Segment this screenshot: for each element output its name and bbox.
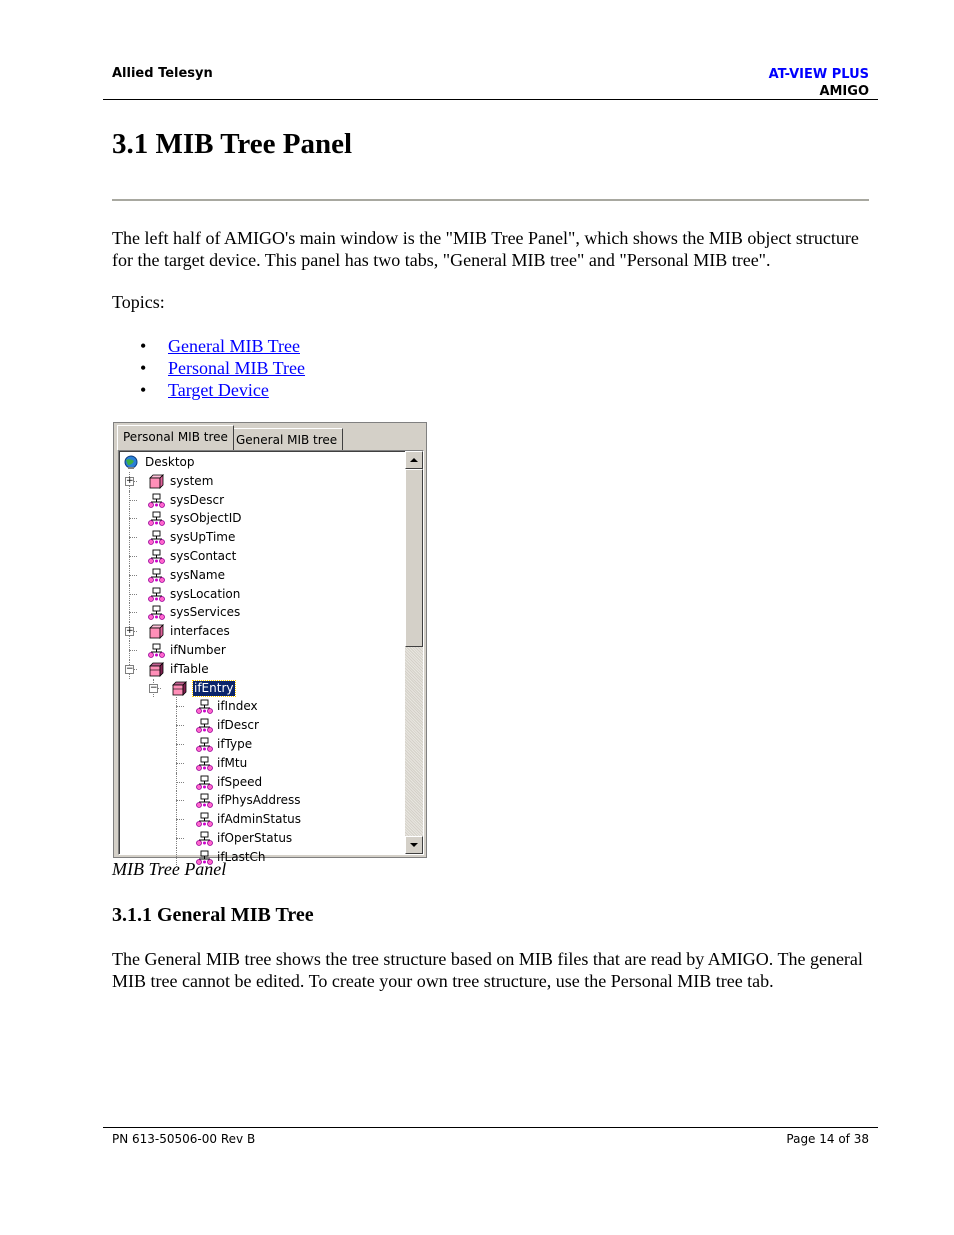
mib-tree-panel-screenshot [113, 422, 427, 864]
tree-connector [176, 725, 184, 726]
tree-node-label: sysUpTime [170, 530, 236, 545]
tree-node-sysName[interactable] [119, 566, 405, 585]
folder-cube-icon [147, 474, 165, 489]
footer-page-number: Page 14 of 38 [786, 1132, 869, 1146]
tree-node-label: ifIndex [217, 699, 258, 714]
tree-node-ifPhysAddress[interactable] [119, 791, 405, 810]
leaf-object-icon [147, 530, 165, 545]
vertical-scrollbar[interactable] [405, 451, 423, 854]
tree-node-ifOperStatus[interactable] [119, 829, 405, 848]
scroll-thumb[interactable] [405, 469, 423, 647]
tree-connector [129, 528, 130, 547]
tab-personal-mib-tree[interactable]: Personal MIB tree [117, 425, 234, 450]
tree-node-sysServices[interactable] [119, 603, 405, 622]
tree-connector [176, 838, 184, 839]
header-module-name: AMIGO [819, 84, 869, 99]
footer-part-number: PN 613-50506-00 Rev B [112, 1132, 256, 1146]
intro-paragraph: The left half of AMIGO's main window is the "MIB Tree Panel", which shows the MIB object structure for the target device. This panel has two tabs, "General MIB tree" and "Personal MIB tree". [112, 228, 859, 270]
expand-icon[interactable]: + [126, 626, 134, 637]
tree-connector [129, 566, 130, 585]
link-general-mib-tree[interactable]: General MIB Tree [168, 336, 300, 356]
tree-node-label: Desktop [145, 455, 195, 469]
tree-node-label: ifMtu [217, 755, 248, 770]
tree-connector [176, 857, 184, 858]
tree-node-ifEntry[interactable] [119, 679, 405, 698]
tree-node-sysUpTime[interactable] [119, 528, 405, 547]
tree-node-ifIndex[interactable] [119, 697, 405, 716]
arrow-down-icon [410, 843, 418, 847]
tree-node-label: sysServices [170, 605, 241, 620]
title-divider [112, 199, 869, 201]
tree-node-label: sysLocation [170, 586, 241, 601]
tree-connector [129, 500, 137, 501]
tree-connector [129, 556, 137, 557]
tree-node-label: ifTable [170, 661, 209, 676]
leaf-object-icon [147, 605, 165, 620]
tree-connector [176, 819, 184, 820]
leaf-object-icon [195, 775, 213, 790]
tree-node-label: interfaces [170, 624, 230, 639]
leaf-object-icon [195, 718, 213, 733]
tree-node-label: ifAdminStatus [217, 812, 302, 827]
section-title: 3.1.1 General MIB Tree [112, 904, 314, 926]
tree-connector [129, 603, 130, 622]
leaf-object-icon [147, 493, 165, 508]
tree-connector [176, 706, 184, 707]
leaf-object-icon [195, 737, 213, 752]
tree-node-ifNumber[interactable] [119, 641, 405, 660]
table-cube-icon [170, 681, 188, 696]
tree-connector [129, 547, 130, 566]
scroll-up-button[interactable] [405, 451, 423, 469]
footer-divider [103, 1127, 878, 1128]
tree-rows [119, 453, 405, 867]
collapse-icon[interactable]: − [150, 682, 158, 693]
topics-label: Topics: [112, 292, 165, 312]
tree-node-sysLocation[interactable] [119, 585, 405, 604]
expand-icon[interactable]: + [126, 475, 134, 486]
tree-node-ifAdminStatus[interactable] [119, 810, 405, 829]
tree-node-ifMtu[interactable] [119, 754, 405, 773]
tree-node-label: ifType [217, 736, 253, 751]
tree-connector [176, 782, 184, 783]
tree-connector [129, 594, 137, 595]
tree-connector [176, 800, 184, 801]
tree-node-label: sysDescr [170, 492, 225, 507]
tree-node-label: sysObjectID [170, 511, 242, 526]
tree-node-label: sysContact [170, 548, 237, 563]
tree-node-label: system [170, 473, 214, 488]
collapse-icon[interactable]: − [126, 663, 134, 674]
tree-node-label: ifEntry [194, 680, 234, 695]
tree-node-label: sysName [170, 567, 226, 582]
globe-icon [122, 455, 140, 470]
tree-connector [129, 518, 137, 519]
leaf-object-icon [195, 756, 213, 771]
tree-connector [129, 537, 137, 538]
leaf-object-icon [147, 587, 165, 602]
tree-node-sysDescr[interactable] [119, 491, 405, 510]
tree-connector [129, 641, 130, 660]
tree-node-ifType[interactable] [119, 735, 405, 754]
topic-list-item [112, 335, 305, 357]
tree-connector [176, 763, 184, 764]
section-body: The General MIB tree shows the tree structure based on MIB files that are read by AMIGO. The general MIB tree cannot be edited. To create your own tree structure, use the Personal MIB tree tab. [112, 949, 863, 991]
tree-node-ifDescr[interactable] [119, 716, 405, 735]
tree-connector [176, 829, 177, 848]
tree-connector [176, 754, 177, 773]
tree-connector [176, 791, 177, 810]
leaf-object-icon [147, 568, 165, 583]
header-divider [103, 99, 878, 100]
leaf-object-icon [147, 511, 165, 526]
tree-connector [176, 735, 177, 754]
tree-node-label: ifLastCh [217, 849, 266, 864]
tree-connector [129, 509, 130, 528]
tree-node-ifSpeed[interactable] [119, 773, 405, 792]
leaf-object-icon [195, 831, 213, 846]
tree-node-label: ifNumber [170, 642, 226, 657]
tree-node-ifTable[interactable] [119, 660, 405, 679]
tree-node-label: ifPhysAddress [217, 793, 301, 808]
tree-connector [176, 810, 177, 829]
tree-connector [129, 585, 130, 604]
tree-node-system[interactable] [119, 472, 405, 491]
topic-list-item [112, 357, 305, 379]
tree-node-sysContact[interactable] [119, 547, 405, 566]
header-product-name: AT-VIEW PLUS [768, 67, 869, 82]
topic-links [112, 335, 305, 401]
leaf-object-icon [147, 643, 165, 658]
tree-connector [129, 612, 137, 613]
tree-node-label: ifOperStatus [217, 830, 293, 845]
tree-connector [129, 650, 137, 651]
tree-connector [176, 773, 177, 792]
figure-caption: MIB Tree Panel [112, 859, 227, 879]
tree-node-sysObjectID[interactable] [119, 509, 405, 528]
tree-node-Desktop[interactable] [119, 453, 405, 472]
tree-connector [176, 697, 177, 716]
arrow-up-icon [410, 458, 418, 462]
tree-connector [176, 716, 177, 735]
page-title: 3.1 MIB Tree Panel [112, 128, 353, 160]
link-target-device[interactable]: Target Device [168, 380, 269, 400]
leaf-object-icon [147, 549, 165, 564]
topic-list-item [112, 379, 305, 401]
header-product [769, 66, 869, 100]
scroll-down-button[interactable] [405, 836, 423, 854]
tree-connector [129, 575, 137, 576]
leaf-object-icon [195, 812, 213, 827]
tree-node-label: ifDescr [217, 718, 259, 733]
tree-node-label: ifSpeed [217, 774, 263, 789]
link-personal-mib-tree[interactable]: Personal MIB Tree [168, 358, 306, 378]
tree-connector [129, 491, 130, 510]
table-cube-icon [147, 662, 165, 677]
leaf-object-icon [195, 793, 213, 808]
tab-general-mib-tree[interactable]: General MIB tree [230, 428, 343, 450]
leaf-object-icon [195, 699, 213, 714]
folder-cube-icon [147, 624, 165, 639]
tree-connector [176, 744, 184, 745]
mib-tree-view[interactable] [118, 450, 424, 864]
tree-node-interfaces[interactable] [119, 622, 405, 641]
header-company: Allied Telesyn [112, 66, 213, 81]
